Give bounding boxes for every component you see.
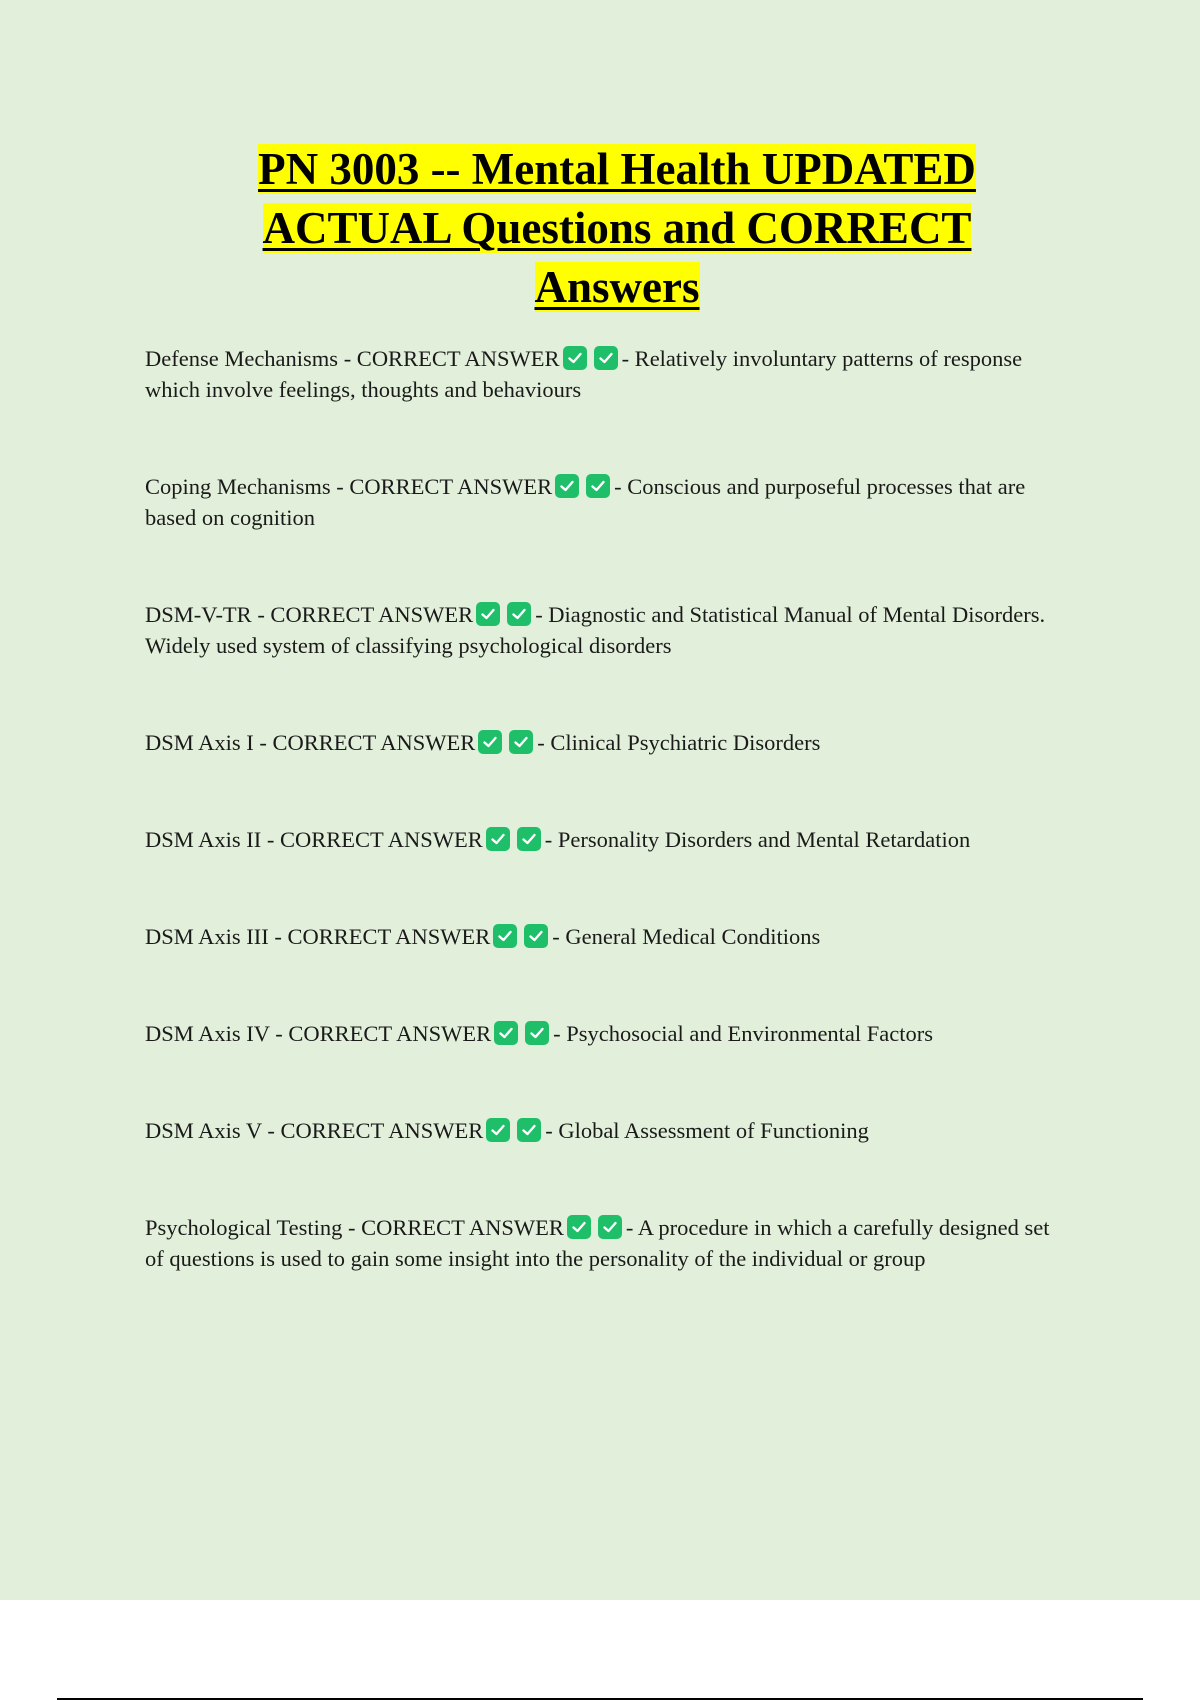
check-mark-icon <box>524 924 548 948</box>
qa-term: DSM Axis III - CORRECT ANSWER <box>145 924 491 949</box>
qa-term: DSM Axis V - CORRECT ANSWER <box>145 1118 484 1143</box>
qa-list <box>145 343 1065 1274</box>
qa-answer: - A procedure in which a carefully designed set of questions is used to gain some insight into the personality of the individual or group <box>145 1215 1050 1271</box>
qa-answer: - Personality Disorders and Mental Retardation <box>544 827 971 852</box>
check-mark-icon <box>525 1021 549 1045</box>
check-mark-icon <box>509 730 533 754</box>
check-mark-icon <box>486 1118 510 1142</box>
qa-answer: - Global Assessment of Functioning <box>545 1118 869 1143</box>
qa-answer: - Diagnostic and Statistical Manual of Mental Disorders. Widely used system of classifying psychological disorders <box>145 602 1046 658</box>
check-mark-icon <box>567 1215 591 1239</box>
qa-entry <box>145 599 1065 661</box>
qa-answer: - Conscious and purposeful processes that are based on cognition <box>145 474 1026 530</box>
qa-term: Coping Mechanisms - CORRECT ANSWER <box>145 474 553 499</box>
qa-entry <box>145 471 1065 533</box>
qa-answer: - Relatively involuntary patterns of response which involve feelings, thoughts and behaviours <box>145 346 1023 402</box>
title-line-3: Answers <box>534 262 700 312</box>
qa-entry <box>145 921 1065 952</box>
check-mark-icon <box>594 346 618 370</box>
check-mark-icon <box>486 827 510 851</box>
qa-term: Defense Mechanisms - CORRECT ANSWER <box>145 346 560 371</box>
qa-answer: - Psychosocial and Environmental Factors <box>553 1021 934 1046</box>
qa-answer: - Clinical Psychiatric Disorders <box>537 730 821 755</box>
qa-answer: - General Medical Conditions <box>552 924 821 949</box>
check-mark-icon <box>494 1021 518 1045</box>
qa-entry <box>145 824 1065 855</box>
qa-entry <box>145 1115 1065 1146</box>
qa-term: DSM-V-TR - CORRECT ANSWER <box>145 602 474 627</box>
check-mark-icon <box>476 602 500 626</box>
qa-entry <box>145 1212 1065 1274</box>
check-mark-icon <box>598 1215 622 1239</box>
qa-term: DSM Axis I - CORRECT ANSWER <box>145 730 476 755</box>
check-mark-icon <box>493 924 517 948</box>
qa-entry <box>145 343 1065 405</box>
check-mark-icon <box>517 1118 541 1142</box>
qa-term: Psychological Testing - CORRECT ANSWER <box>145 1215 564 1240</box>
page-title <box>145 140 1089 317</box>
qa-term: DSM Axis II - CORRECT ANSWER <box>145 827 483 852</box>
check-mark-icon <box>517 827 541 851</box>
check-mark-icon <box>563 346 587 370</box>
qa-term: DSM Axis IV - CORRECT ANSWER <box>145 1021 492 1046</box>
check-mark-icon <box>478 730 502 754</box>
title-line-2: ACTUAL Questions and CORRECT <box>262 203 972 253</box>
qa-entry <box>145 1018 1065 1049</box>
check-mark-icon <box>555 474 579 498</box>
check-mark-icon <box>586 474 610 498</box>
title-line-1: PN 3003 -- Mental Health UPDATED <box>258 144 976 194</box>
check-mark-icon <box>507 602 531 626</box>
qa-entry <box>145 727 1065 758</box>
